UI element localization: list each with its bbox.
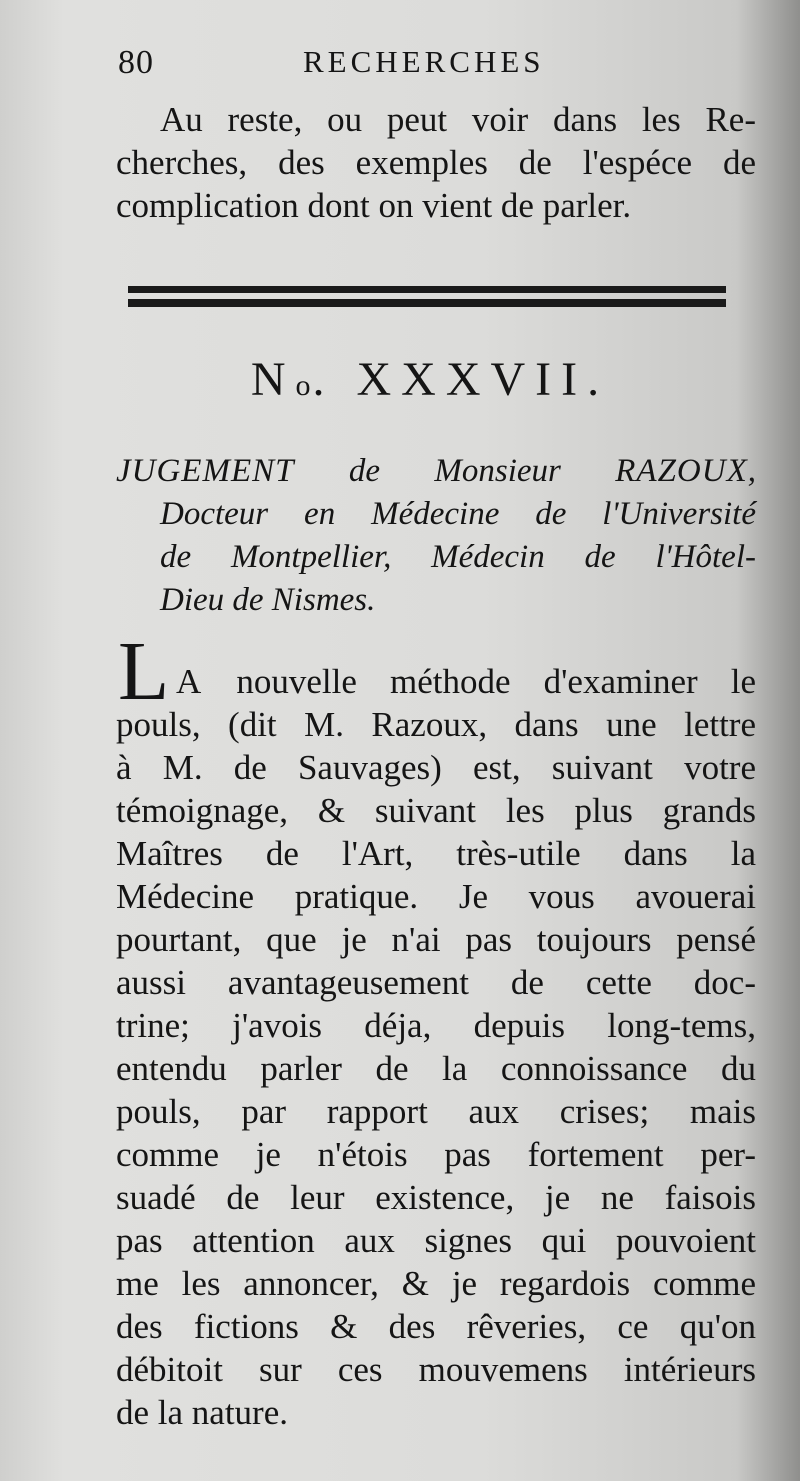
page-header	[118, 44, 758, 84]
running-head: RECHERCHES	[303, 44, 545, 79]
rule-bar-top	[128, 286, 726, 293]
title-line-4: Dieu de Nismes.	[160, 582, 376, 618]
body-line: des fictions & des rêveries, ce qu'on	[116, 1307, 756, 1346]
body-line: aussi avantageusement de cette doc-	[116, 963, 756, 1002]
intro-line: cherches, des exemples de l'espéce de	[116, 143, 756, 182]
body-line: à M. de Sauvages) est, suivant votre	[116, 748, 756, 787]
body-first-line	[116, 660, 756, 703]
body-line: pourtant, que je n'ai pas toujours pensé	[116, 920, 756, 959]
body-line: Médecine pratique. Je vous avouerai	[116, 877, 756, 916]
section-number-prefix: N	[250, 353, 296, 406]
title-line1-rest: de Monsieur	[294, 453, 616, 489]
title-name: RAZOUX	[615, 453, 748, 489]
title-line1-end: ,	[747, 453, 756, 489]
intro-line: complication dont on vient de parler.	[116, 186, 632, 225]
double-rule-divider	[128, 286, 726, 310]
section-number-sup: o	[295, 369, 313, 402]
body-first-rest: nouvelle méthode d'examiner le	[203, 662, 756, 701]
section-number-roman: . XXXVII.	[312, 353, 610, 406]
body-line: pas attention aux signes qui pouvoient	[116, 1221, 756, 1260]
title-line-1	[116, 450, 756, 493]
body-line: pouls, par rapport aux crises; mais	[116, 1092, 756, 1131]
body-line: Maîtres de l'Art, très-utile dans la	[116, 834, 756, 873]
title-lead: JUGEMENT	[116, 453, 295, 489]
intro-paragraph	[116, 98, 756, 227]
body-line: suadé de leur existence, je ne faisois	[116, 1178, 756, 1217]
body-line: comme je n'étois pas fortement per-	[116, 1135, 756, 1174]
body-line: pouls, (dit M. Razoux, dans une lettre	[116, 705, 756, 744]
intro-line: Au reste, ou peut voir dans les Re-	[160, 100, 756, 139]
body-paragraph	[116, 660, 756, 1434]
body-line: entendu parler de la connoissance du	[116, 1049, 756, 1088]
title-line-2: Docteur en Médecine de l'Université	[160, 496, 756, 532]
body-first-caps: A	[176, 662, 204, 701]
body-line: témoignage, & suivant les plus grands	[116, 791, 756, 830]
title-line-3: de Montpellier, Médecin de l'Hôtel-	[160, 539, 756, 575]
body-line: trine; j'avois déja, depuis long-tems,	[116, 1006, 756, 1045]
body-last-line: de la nature.	[116, 1393, 288, 1432]
body-line: débitoit sur ces mouvemens intérieurs	[116, 1350, 756, 1389]
body-line: me les annoncer, & je regardois comme	[116, 1264, 756, 1303]
section-title	[116, 450, 756, 622]
rule-bar-bottom	[128, 299, 726, 307]
section-number	[0, 352, 800, 407]
page-number: 80	[118, 44, 154, 81]
drop-cap: L	[118, 625, 170, 718]
